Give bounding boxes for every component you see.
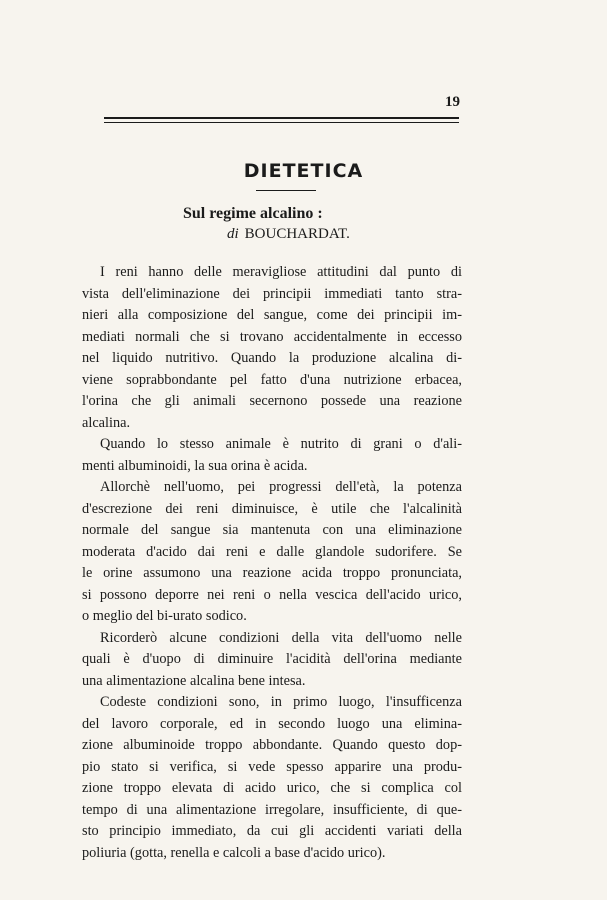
- text-line: alcalina.: [82, 414, 131, 431]
- text-line: Allorchè nell'uomo, pei progressi dell'età, la potenza: [100, 479, 462, 495]
- paragraph: [82, 692, 462, 864]
- author-name: BOUCHARDAT.: [244, 226, 350, 242]
- paragraph: [82, 628, 462, 693]
- text-line: pio stato si verifica, si vede spesso apparire una produ-: [82, 758, 462, 775]
- text-line: sto principio immediato, da cui gli accidenti variati della: [82, 823, 462, 839]
- text-line: nel liquido nutritivo. Quando la produzione alcalina di-: [82, 350, 462, 366]
- text-line: moderata d'acido dai reni e dalle glandole sudorifere. Se: [82, 543, 462, 560]
- text-line: l'orina che gli animali secernono possede una reazione: [82, 393, 462, 409]
- text-line: viene soprabbondante pel fatto d'una nutrizione erbacea,: [82, 371, 462, 388]
- text-line: normale del sangue sia mantenuta con una eliminazione: [82, 522, 462, 538]
- text-line: del lavoro corporale, ed in secondo luogo una elimina-: [82, 715, 462, 732]
- paragraph: [82, 262, 462, 434]
- header-rule: [104, 117, 459, 123]
- paragraph: [82, 434, 462, 477]
- page-number: 19: [445, 94, 460, 110]
- paragraph: [82, 477, 462, 628]
- text-line: zione troppo elevata di acido urico, che si complica col: [82, 780, 462, 796]
- text-line: si possono deporre nei reni o nella vescica dell'acido urico,: [82, 586, 462, 603]
- text-line: Quando lo stesso animale è nutrito di grani o d'ali-: [100, 436, 462, 452]
- text-line: d'escrezione dei reni diminuisce, è utile che l'alcalinità: [82, 500, 462, 517]
- text-line: Codeste condizioni sono, in primo luogo, l'insufficenza: [100, 694, 462, 710]
- text-line: nieri alla composizione del sangue, come dei principii im-: [82, 307, 462, 323]
- text-line: vista dell'eliminazione dei principii immediati tanto stra-: [82, 285, 462, 302]
- text-line: zione albuminoide troppo abbondante. Quando questo dop-: [82, 737, 462, 753]
- text-line: I reni hanno delle meravigliose attitudini dal punto di: [100, 264, 462, 280]
- title-rule: [256, 190, 316, 191]
- text-line: mediati normali che si trovano accidentalmente in eccesso: [82, 328, 462, 345]
- author-prefix: di: [227, 226, 239, 242]
- article-author: [227, 226, 350, 243]
- text-line: menti albuminoidi, la sua orina è acida.: [82, 457, 308, 474]
- article-subtitle: Sul regime alcalino :: [183, 205, 323, 222]
- text-line: tempo di una alimentazione irregolare, insufficiente, di que-: [82, 801, 462, 818]
- text-line: quali è d'uopo di diminuire l'acidità dell'orina mediante: [82, 651, 462, 667]
- text-line: poliuria (gotta, renella e calcoli a base d'acido urico).: [82, 844, 386, 861]
- body-text: [82, 262, 462, 864]
- page-title: DIETETICA: [243, 160, 364, 182]
- text-line: Ricorderò alcune condizioni della vita dell'uomo nelle: [100, 629, 462, 646]
- text-line: una alimentazione alcalina bene intesa.: [82, 672, 306, 689]
- text-line: o meglio del bi-urato sodico.: [82, 608, 247, 624]
- text-line: le orine assumono una reazione acida troppo pronunciata,: [82, 565, 462, 581]
